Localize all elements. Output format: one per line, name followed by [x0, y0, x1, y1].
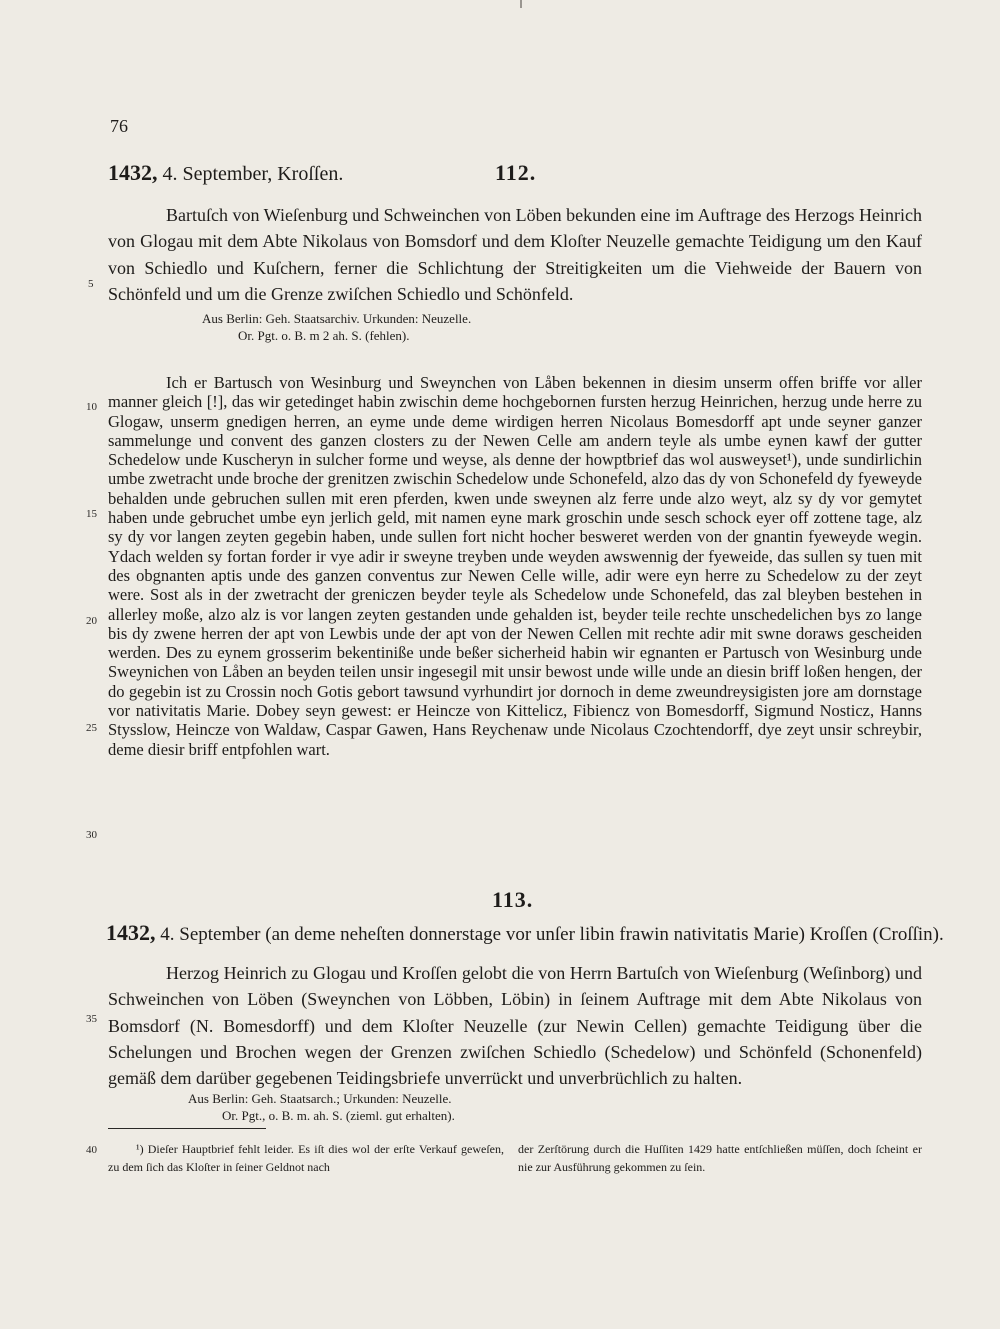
doc113-source-line2: Or. Pgt., o. B. m. ah. S. (zieml. gut erhalten). — [222, 1108, 455, 1123]
line-number: 25 — [86, 722, 97, 734]
line-number: 5 — [88, 278, 94, 290]
doc112-source-line1: Aus Berlin: Geh. Staatsarchiv. Urkunden: Neuzelle. — [202, 311, 472, 326]
footnote-right: der Zerſtörung durch die Huſſiten 1429 hatte entſchließen müſſen, doch ſcheint er nie zur Ausführung gekommen zu ſein. — [518, 1142, 922, 1174]
line-number: 30 — [86, 829, 97, 841]
line-number: 10 — [86, 401, 97, 413]
doc113-header-year: 1432, — [106, 920, 156, 945]
line-number: 35 — [86, 1013, 97, 1025]
doc112-regest-text: Bartuſch von Wieſenburg und Schweinchen von Löben bekunden eine im Auftrage des Herzogs Heinrich von Glogau mit dem Abte Nikolaus von Bomsdorf und dem Kloſter Neuzelle gemachte Teidigung um den Kauf von Schiedlo und Kuſchern, ferner die Schlichtung der Streitigkeiten um die Viehweide der Bauern von Schönfeld und um die Grenze zwiſchen Schiedlo und Schönfeld. — [108, 205, 922, 304]
doc112-text — [108, 373, 922, 759]
footnote-rule — [108, 1128, 266, 1129]
doc112-regest — [108, 202, 922, 307]
doc113-regest-text: Herzog Heinrich zu Glogau und Kroſſen gelobt die von Herrn Bartuſch von Wieſenburg (Weſinborg) und Schweinchen von Löben (Sweynchen von Löbben, Löbin) in ſeinem Auftrage mit dem Abte Nikolaus von Bomsdorf (N. Bomesdorff) und dem Kloſter Neuzelle (zur Newin Cellen) gemachte Teidigung über die Schelungen und Brochen wegen der Grenzen zwiſchen Schiedlo (Schedelow) und Schönfeld (Schonenfeld) gemäß dem darüber gegebenen Teidingsbriefe unverrückt und unverbrüchlich zu halten. — [108, 963, 922, 1089]
doc113-source — [188, 1090, 455, 1124]
doc112-source-line2: Or. Pgt. o. B. m 2 ah. S. (fehlen). — [238, 328, 410, 343]
scan-mark — [520, 0, 522, 8]
doc112-header-year: 1432, — [108, 160, 158, 185]
doc112-header-place: 4. September, Kroſſen. — [162, 163, 344, 185]
doc113-source-line1: Aus Berlin: Geh. Staatsarch.; Urkunden: Neuzelle. — [188, 1091, 452, 1106]
doc112-source — [202, 310, 471, 344]
doc113-header-place: 4. September (an deme neheſten donnerstage vor unſer libin frawin nativitatis Marie) Kroſſen (Croſſin). — [160, 924, 944, 945]
page-number: 76 — [110, 116, 128, 136]
line-number: 15 — [86, 508, 97, 520]
doc112-header — [108, 160, 540, 186]
doc113-regest — [108, 960, 922, 1091]
doc112-text-paragraph: Ich er Bartusch von Wesinburg und Sweynchen von Låben bekennen in diesim unserm offen briffe vor aller manner gleich [!], das wir getedinget habin zwischin deme hochgebornen fursten herzug Heinrichen, herzug unde herre zu Glogaw, unserm gnedigen herren, an eyme unde deme wirdigen herren Nicolaus Bomesdorff apt unde seyner ganzer sammelunge und convent des ganzen closters zu der Newen Celle am andern teyle als umbe eynen kawf der gutter Schedelow unde Kuscheryn in sulcher forme und weyse, als denne der howptbrief das wol ausweyset¹), unde sundirlichin umbe zwetracht unde broche der grenitzen zwischin Schedelow unde Schonefeld, alzo das dy von Schonefeld dy fyeweyde behalden unde gebruchen sullen mit eren pferden, kwen unde sweynen alz ferre unde alzo weyt, alz sy dy vor gemytet haben unde gebruchet umbe eyn jerlich geld, mit namen eyne mark groschin unde sesch schock eyer off zottene tage, alz sy dy vor langen zeyten gegebin haben, unde sullen fort nicht hocher besweret werden von der gnantin fyeweyde wegin. Ydach welden sy fortan forder ir vye adir ir sweyne treyben unde weyden awswennig der fyeweide, das sullen sy tuen mit des obgnanten aptis unde des ganzen conventus zur Newen Celle wille, adir were eyn herre zu Schedelow zu der zeyt were. Sost als in der zwetracht der greniczen beyder teyle als Schedelow unde Schonefeld, das zal bleyben bestehen in allerley moße, alzo alz is vor langen zeyten gestanden unde gehalden ist, beyder teile rechte unschedelichen bys zo lange bis dy zwene herren der apt von Lewbis unde der apt von der Newen Cellen mit rechte adir mit swne doraws gescheiden werden. Des zu eynem grosserim bekentiniße unde beßer sicherheid habin wir egnanten er Partusch von Wesinburg unde Sweynichen von Låben an beyden teilen unsir ingesegil mit unsir bewost unde wille unde an diesin briff loßen hengen, der do gegebin ist zu Crossin noch Gotis gebort tawsund vyrhundirt jor dornoch in deme zweundreysigisten jore am dornstage vor nativitatis Marie. Dobey seyn gewest: er Heincze von Kittelicz, Fibiencz von Bomesdorff, Sigmund Nosticz, Hanns Stysslow, Heincze von Waldaw, Caspar Gawen, Hans Reychenaw unde Nicolaus Czochtendorff, dye zeyt unsir schreybir, deme diesir briff entpfohlen wart. — [108, 373, 922, 759]
footnote-left: ¹) Dieſer Hauptbrief fehlt leider. Es iſt dies wol der erſte Verkauf geweſen, zu dem ſich das Kloſter in ſeiner Geldnot nach — [108, 1142, 504, 1174]
doc113-header — [106, 920, 944, 946]
line-number: 20 — [86, 615, 97, 627]
doc113-number: 113. — [492, 887, 534, 912]
line-number: 40 — [86, 1144, 97, 1156]
doc112-number: 112. — [495, 160, 537, 185]
